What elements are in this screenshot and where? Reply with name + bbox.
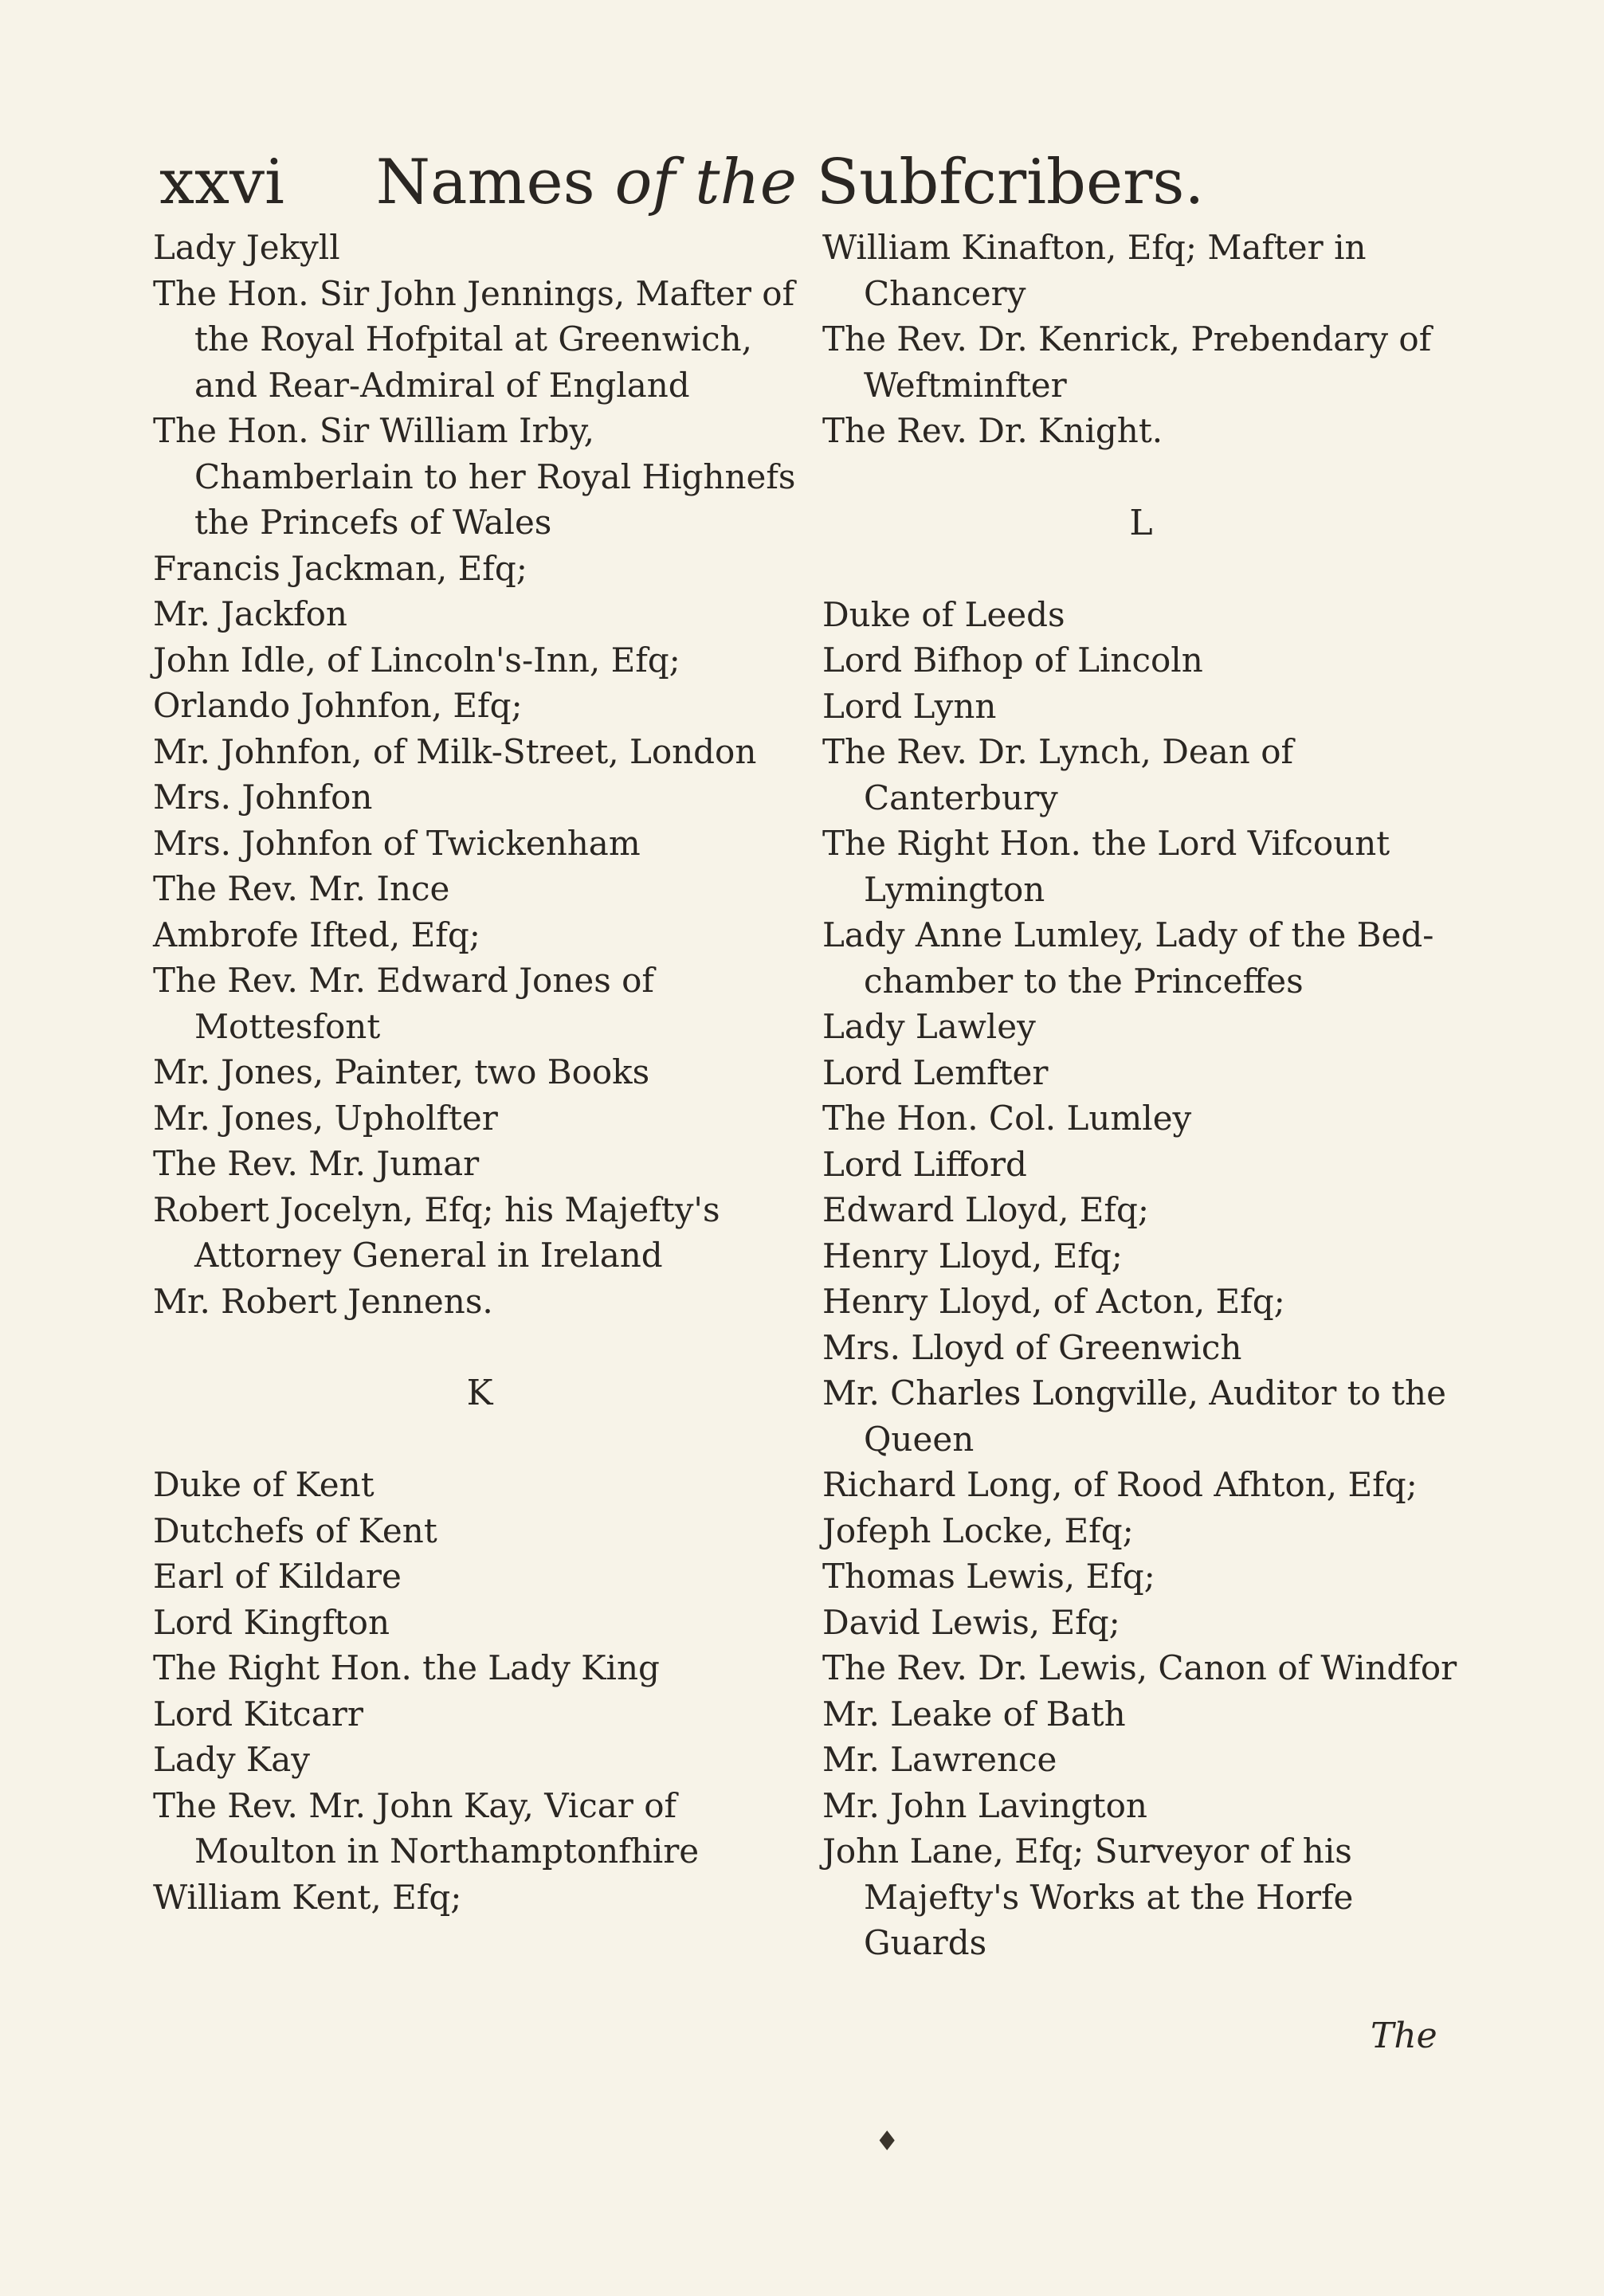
page-header <box>159 147 1275 218</box>
list-item: Mr. Robert Jennens. <box>153 1281 493 1321</box>
list-item: Mr. Jones, Painter, two Books <box>153 1052 650 1091</box>
printer-mark-icon: ♦ <box>875 2126 900 2157</box>
list-item: David Lewis, Efq; <box>822 1602 1120 1642</box>
list-item: Lord Lynn <box>822 686 997 726</box>
list-item: Mr. Jones, Upholfter <box>153 1098 498 1138</box>
list-item: The Hon. Sir William Irby, Chamberlain to her Royal Highnefs the Princefs of Wales <box>153 411 796 542</box>
list-item: Lord Kitcarr <box>153 1694 363 1734</box>
list-item: The Hon. Col. Lumley <box>822 1099 1192 1138</box>
list-item: The Rev. Dr. Lynch, Dean of Canterbury <box>822 732 1294 817</box>
list-item: Duke of Leeds <box>822 594 1065 634</box>
list-item: John Lane, Efq; Surveyor of his Majefty's Works at the Horfe Guards <box>822 1832 1354 1962</box>
list-item: William Kinafton, Efq; Mafter in Chancery <box>822 228 1367 313</box>
section-heading-k: K <box>466 1373 493 1413</box>
list-item: Thomas Lewis, Efq; <box>822 1557 1155 1596</box>
catchword: The <box>1371 2016 1437 2056</box>
list-item: Lord Lemfter <box>822 1052 1049 1092</box>
list-item: Lady Lawley <box>822 1007 1036 1046</box>
list-item: The Rev. Mr. Jumar <box>153 1144 480 1183</box>
list-item: Richard Long, of Rood Afhton, Efq; <box>822 1465 1418 1504</box>
list-item: Orlando Johnfon, Efq; <box>153 686 523 725</box>
list-item: Mrs. Lloyd of Greenwich <box>822 1327 1242 1367</box>
list-item: The Rev. Mr. Edward Jones of Mottesfont <box>153 961 654 1046</box>
list-item: Edward Lloyd, Efq; <box>822 1190 1150 1229</box>
list-item: Jofeph Locke, Efq; <box>822 1510 1134 1550</box>
list-item: Robert Jocelyn, Efq; his Majefty's Attorney General in Ireland <box>153 1189 720 1275</box>
list-item: Dutchefs of Kent <box>153 1510 437 1550</box>
list-item: The Rev. Mr. John Kay, Vicar of Moulton in Northamptonfhire <box>153 1785 700 1871</box>
section-heading-l: L <box>1129 502 1153 543</box>
list-item: Mr. Leake of Bath <box>822 1694 1126 1734</box>
list-item: Earl of Kildare <box>153 1557 402 1596</box>
left-column <box>153 225 806 1920</box>
list-item: The Rev. Mr. Ince <box>153 869 450 908</box>
header-title-subscribers: Subfcribers. <box>816 147 1205 218</box>
header-title-of-the: of the <box>614 147 797 218</box>
list-item: The Right Hon. the Lord Vifcount Lymington <box>822 824 1390 909</box>
list-item: Henry Lloyd, Efq; <box>822 1236 1123 1275</box>
list-item: Ambrofe Ifted, Efq; <box>153 915 480 954</box>
list-item: Lord Bifhop of Lincoln <box>822 641 1203 680</box>
list-item: Duke of Kent <box>153 1465 375 1504</box>
list-item: Henry Lloyd, of Acton, Efq; <box>822 1282 1285 1321</box>
list-item: Mrs. Johnfon of Twickenham <box>153 823 641 863</box>
list-item: The Rev. Dr. Knight. <box>822 411 1163 450</box>
list-item: Mr. Charles Longville, Auditor to the Queen <box>822 1373 1446 1459</box>
list-item: Mr. Jackfon <box>153 594 347 633</box>
list-item: The Hon. Sir John Jennings, Mafter of the Royal Hofpital at Greenwich, and Rear-Admiral of England <box>153 273 795 405</box>
list-item: Lord Kingfton <box>153 1602 390 1642</box>
list-item: The Right Hon. the Lady King <box>153 1648 660 1687</box>
list-item: Mr. Lawrence <box>822 1740 1057 1779</box>
list-item: Mrs. Johnfon <box>153 778 373 817</box>
page-number: xxvi <box>159 147 284 218</box>
list-item: Mr. Johnfon, of Milk-Street, London <box>153 731 757 771</box>
header-title-names: Names <box>375 147 595 218</box>
list-item: Lady Kay <box>153 1740 311 1779</box>
list-item: Lady Jekyll <box>153 228 340 267</box>
list-item: The Rev. Dr. Lewis, Canon of Windfor <box>822 1648 1457 1687</box>
list-item: The Rev. Dr. Kenrick, Prebendary of Weftminfter <box>822 319 1432 405</box>
list-item: Mr. John Lavington <box>822 1785 1147 1825</box>
list-item: Lord Lifford <box>822 1144 1027 1184</box>
list-item: John Idle, of Lincoln's-Inn, Efq; <box>153 640 680 680</box>
list-item: Lady Anne Lumley, Lady of the Bed-chamber to the Princeffes <box>822 915 1434 1001</box>
list-item: Francis Jackman, Efq; <box>153 548 527 588</box>
right-column <box>822 225 1460 1966</box>
list-item: William Kent, Efq; <box>153 1877 462 1917</box>
